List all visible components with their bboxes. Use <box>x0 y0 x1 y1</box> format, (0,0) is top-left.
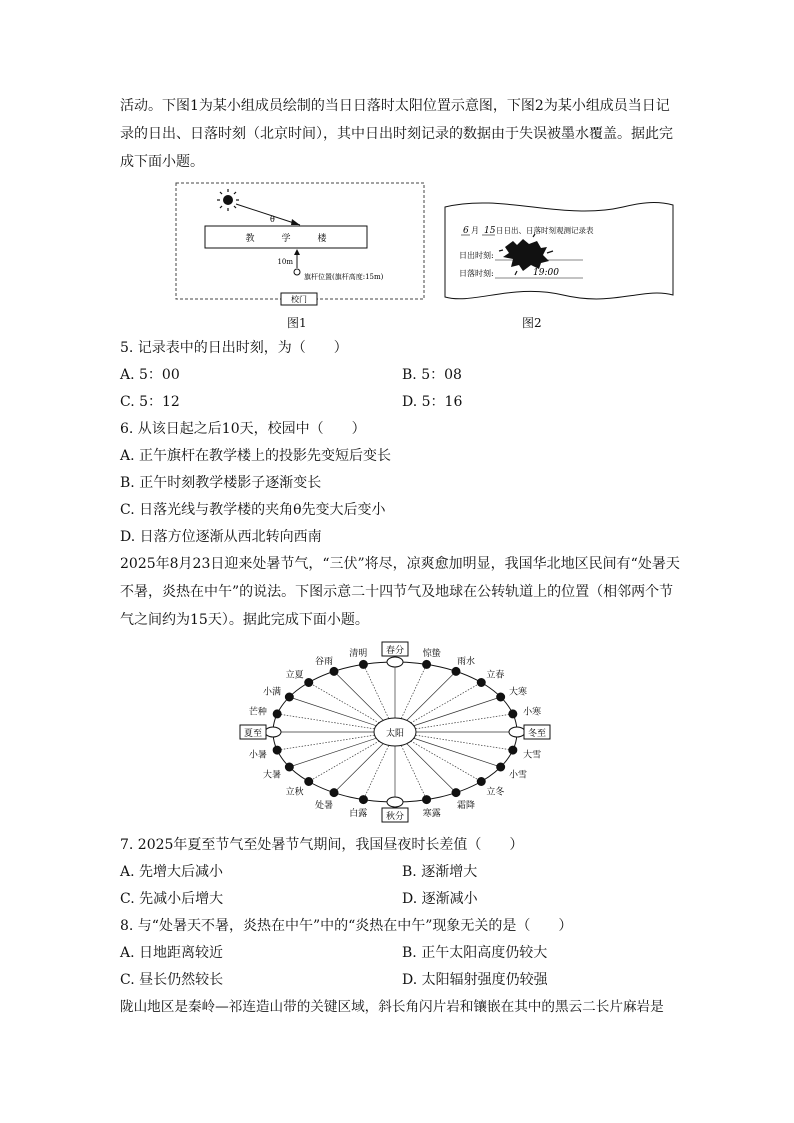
intro-paragraph-1: 活动。下图1为某小组成员绘制的当日日落时太阳位置示意图，下图2为某小组成员当日记录的日出、日落时刻（北京时间），其中日出时刻记录的数据由于失误被墨水覆盖。据此完成下面小题。 <box>120 98 673 170</box>
solar-term-label: 大寒 <box>508 687 527 698</box>
q5-option-a[interactable]: A. 5：00 <box>120 367 180 383</box>
solar-term-label: 清明 <box>349 648 368 659</box>
solar-term-label: 芒种 <box>248 707 267 718</box>
q7-option-b[interactable]: B. 逐渐增大 <box>402 864 478 880</box>
q6-option-c[interactable]: C. 日落光线与教学楼的夹角θ先变大后变小 <box>120 502 386 518</box>
q8-option-d[interactable]: D. 太阳辐射强度仍较强 <box>402 972 548 988</box>
solar-term-label: 处暑 <box>314 800 334 811</box>
earth-position-node <box>273 710 281 718</box>
solar-term-label: 惊蛰 <box>422 648 441 659</box>
solar-term-label: 寒露 <box>422 809 441 820</box>
q5-option-d[interactable]: D. 5：16 <box>402 394 463 410</box>
earth-position-node <box>452 667 460 675</box>
q5-option-b[interactable]: B. 5：08 <box>402 367 462 383</box>
earth-position-node <box>330 789 338 797</box>
solar-term-label: 立春 <box>486 670 505 681</box>
q8-option-a[interactable]: A. 日地距离较近 <box>120 945 224 961</box>
building-label: 教 学 楼 <box>245 234 327 244</box>
record-day: 15 <box>484 226 496 236</box>
earth-position-node <box>285 763 293 771</box>
sunset-label: 日落时刻: <box>459 269 494 278</box>
q8-option-b[interactable]: B. 正午太阳高度仍较大 <box>402 945 548 961</box>
solar-term-label: 冬至 <box>527 729 547 739</box>
distance-arrowhead <box>294 249 300 255</box>
sunrise-label: 日出时刻: <box>459 251 494 260</box>
earth-position-node <box>497 763 505 771</box>
earth-position-node <box>423 660 431 668</box>
sunset-value: 19:00 <box>533 268 559 278</box>
solar-term-label: 立夏 <box>285 670 304 681</box>
q7-option-c[interactable]: C. 先减小后增大 <box>120 891 224 907</box>
earth-position-node <box>509 727 525 737</box>
solar-terms-orbit-diagram <box>230 640 570 825</box>
question-7-stem: 7. 2025年夏至节气至处暑节气期间，我国昼夜时长差值（ ） <box>120 837 524 853</box>
solar-term-label: 秋分 <box>385 812 405 822</box>
earth-position-node <box>423 796 431 804</box>
flagpole-marker <box>294 269 300 275</box>
question-8-stem: 8. 与“处暑天不暑，炎热在中午”中的“炎热在中午”现象无关的是（ ） <box>120 918 573 934</box>
earth-position-node <box>273 746 281 754</box>
question-5-stem: 5. 记录表中的日出时刻，为（ ） <box>120 340 348 356</box>
school-gate-label: 校门 <box>291 295 307 304</box>
figure-2-caption: 图2 <box>522 316 542 330</box>
record-month: 6 <box>463 226 469 236</box>
q6-option-d[interactable]: D. 日落方位逐渐从西北转向西南 <box>120 529 322 545</box>
sun-icon <box>217 189 239 211</box>
q8-option-c[interactable]: C. 昼长仍然较长 <box>120 972 224 988</box>
solar-term-label: 小暑 <box>248 750 267 761</box>
earth-position-node <box>359 796 367 804</box>
solar-term-label: 白露 <box>349 809 368 820</box>
solar-term-label: 立秋 <box>285 787 304 798</box>
earth-position-node <box>477 679 485 687</box>
distance-label: 10m <box>277 258 293 266</box>
theta-label: θ <box>270 215 275 224</box>
q7-option-d[interactable]: D. 逐渐减小 <box>402 891 478 907</box>
q6-option-a[interactable]: A. 正午旗杆在教学楼上的投影先变短后变长 <box>120 448 392 464</box>
solar-term-label: 小满 <box>263 687 282 698</box>
figure-1-sun-position-diagram <box>170 180 430 310</box>
earth-position-node <box>387 657 403 667</box>
question-6-stem: 6. 从该日起之后10天，校园中（ ） <box>120 421 366 437</box>
earth-position-node <box>509 746 517 754</box>
q6-option-b[interactable]: B. 正午时刻教学楼影子逐渐变长 <box>120 475 322 491</box>
earth-position-node <box>305 679 313 687</box>
solar-term-label: 大暑 <box>263 770 282 781</box>
record-month-unit: 月 <box>471 226 479 235</box>
sun-label: 太阳 <box>385 729 405 739</box>
earth-position-node <box>285 693 293 701</box>
earth-position-node <box>497 693 505 701</box>
earth-position-node <box>452 789 460 797</box>
intro-paragraph-2: 2025年8月23日迎来处暑节气，“三伏”将尽，凉爽愈加明显，我国华北地区民间有“处暑天不暑，炎热在中午”的说法。下图示意二十四节气及地球在公转轨道上的位置（相邻两个节气之间约为15天）。据此完成下面小题。 <box>120 556 680 628</box>
q5-option-c[interactable]: C. 5：12 <box>120 394 180 410</box>
q7-option-a[interactable]: A. 先增大后减小 <box>120 864 224 880</box>
solar-term-label: 小寒 <box>523 707 542 718</box>
earth-position-node <box>330 667 338 675</box>
figure-1-caption: 图1 <box>287 316 307 330</box>
ray-arrowhead <box>291 219 300 225</box>
sunset-ray <box>236 204 300 225</box>
solar-term-label: 霜降 <box>456 800 476 811</box>
intro-paragraph-3: 陇山地区是秦岭—祁连造山带的关键区域，斜长角闪片岩和镶嵌在其中的黑云二长片麻岩是 <box>120 999 664 1015</box>
figure-2-observation-record <box>443 195 675 307</box>
record-title: 日日出、日落时刻观测记录表 <box>496 226 594 235</box>
solar-term-label: 大雪 <box>523 750 542 761</box>
solar-term-label: 谷雨 <box>314 657 334 668</box>
earth-position-node <box>477 777 485 785</box>
solar-term-label: 雨水 <box>456 657 476 668</box>
earth-position-node <box>265 727 281 737</box>
earth-position-node <box>387 797 403 807</box>
earth-position-node <box>509 710 517 718</box>
solar-term-label: 夏至 <box>243 729 263 739</box>
flagpole-label: 旗杆位置(旗杆高度:15m) <box>304 273 384 281</box>
earth-position-node <box>359 660 367 668</box>
earth-position-node <box>305 777 313 785</box>
solar-term-label: 小雪 <box>508 770 527 781</box>
solar-term-label: 春分 <box>385 646 405 656</box>
solar-term-label: 立冬 <box>486 787 505 798</box>
